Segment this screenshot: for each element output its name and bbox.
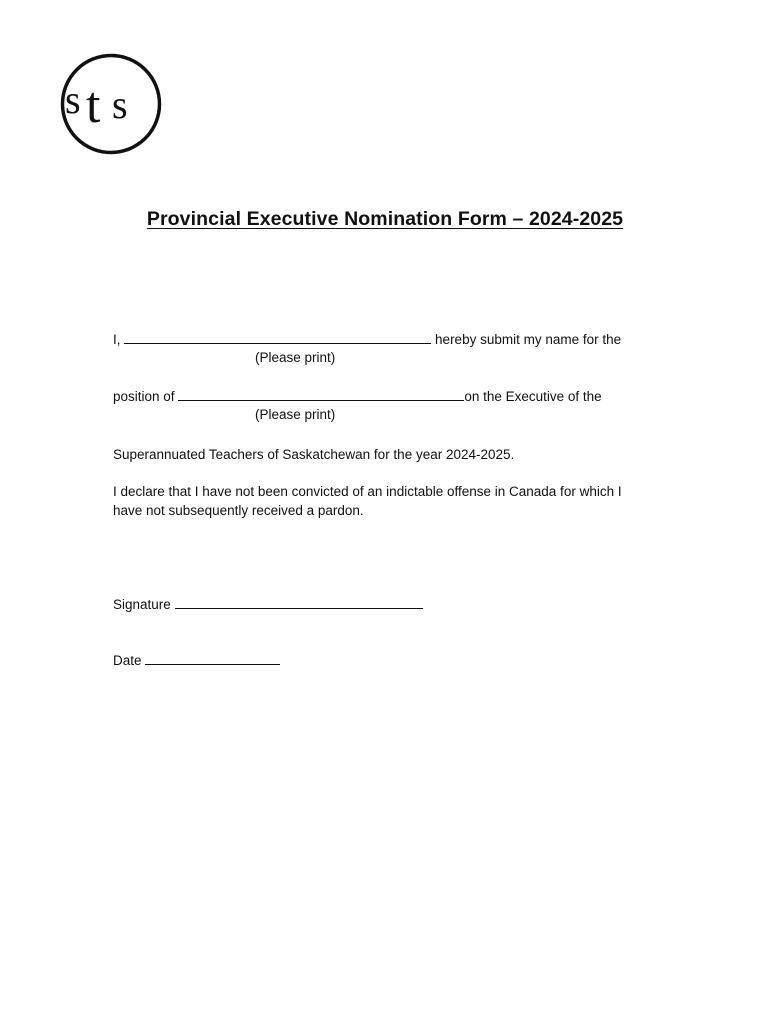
date-blank-field[interactable] (145, 652, 280, 665)
svg-text:s: s (65, 77, 81, 122)
signature-line (113, 596, 423, 612)
name-blank-field[interactable] (124, 331, 431, 344)
position-blank-field[interactable] (178, 388, 464, 401)
name-line-suffix: hereby submit my name for the (435, 332, 622, 347)
name-line-prefix: I, (113, 332, 121, 347)
declaration-paragraph: I declare that I have not been convicted of an indictable offense in Canada for which I have not subsequently received a pardon. (113, 484, 622, 518)
date-label: Date (113, 653, 142, 668)
organization-sentence: Superannuated Teachers of Saskatchewan for the year 2024-2025. (113, 447, 515, 462)
please-print-hint-name: (Please print) (255, 350, 336, 365)
position-line-prefix: position of (113, 389, 175, 404)
position-line-suffix: on the Executive of the (464, 389, 602, 404)
position-line (113, 388, 602, 404)
signature-blank-field[interactable] (175, 596, 423, 609)
sts-logo (59, 52, 163, 156)
svg-text:t: t (86, 77, 101, 134)
form-title: Provincial Executive Nomination Form – 2024-2025 (146, 208, 624, 230)
signature-label: Signature (113, 597, 171, 612)
svg-text:s: s (112, 82, 128, 127)
date-line (113, 652, 280, 668)
please-print-hint-position: (Please print) (255, 407, 336, 422)
name-line (113, 331, 621, 347)
